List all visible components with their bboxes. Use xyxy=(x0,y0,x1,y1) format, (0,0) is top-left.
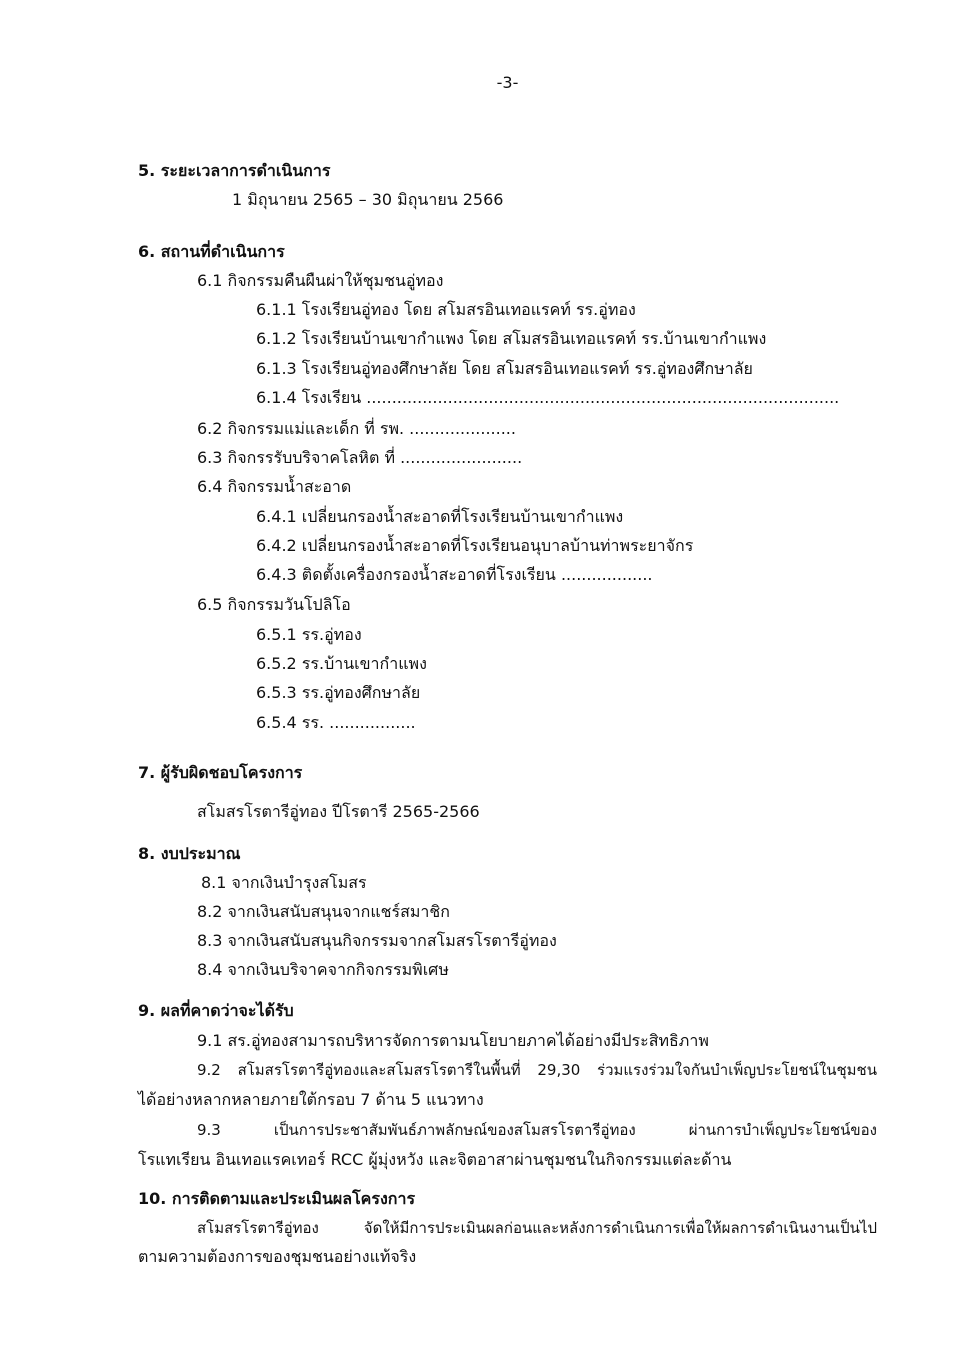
item-9-1: 9.1 สร.อู่ทองสามารถบริหารจัดการตามนโยบายภาคได้อย่างมีประสิทธิภาพ xyxy=(197,1031,709,1050)
section-7-heading: 7. ผู้รับผิดชอบโครงการ xyxy=(138,763,303,782)
section-5-period: 1 มิถุนายน 2565 – 30 มิถุนายน 2566 xyxy=(232,190,504,209)
item-6-1-3: 6.1.3 โรงเรียนอู่ทองศึกษาลัย โดย สโมสรอินเทอแรคท์ รร.อู่ทองศึกษาลัย xyxy=(256,359,753,378)
item-6-5: 6.5 กิจกรรมวันโปลิโอ xyxy=(197,595,351,614)
section-10-body-line-2: ตามความต้องการของชุมชนอย่างแท้จริง xyxy=(138,1247,417,1266)
item-6-4-2: 6.4.2 เปลี่ยนกรองน้ำสะอาดที่โรงเรียนอนุบาลบ้านท่าพระยาจักร xyxy=(256,536,694,555)
item-8-2: 8.2 จากเงินสนับสนุนจากแชร์สมาชิก xyxy=(197,902,450,921)
item-6-1: 6.1 กิจกรรมคืนผืนผ่าให้ชุมชนอู่ทอง xyxy=(197,271,444,290)
item-6-3: 6.3 กิจกรรรับบริจาคโลหิต ที่ ........................ xyxy=(197,448,523,467)
section-8-heading: 8. งบประมาณ xyxy=(138,844,241,863)
item-6-1-2: 6.1.2 โรงเรียนบ้านเขากำแพง โดย สโมสรอินเทอแรคท์ รร.บ้านเขากำแพง xyxy=(256,329,767,348)
item-6-5-4: 6.5.4 รร. ................. xyxy=(256,713,416,732)
item-9-3-line-1: 9.3 เป็นการประชาสัมพันธ์ภาพลักษณ์ของสโมสรโรตารีอู่ทอง ผ่านการบำเพ็ญประโยชน์ของ xyxy=(197,1121,877,1139)
item-9-2-line-1: 9.2 สโมสรโรตารีอู่ทองและสโมสรโรตารีในพื้นที่ 29,30 ร่วมแรงร่วมใจกันบำเพ็ญประโยชน์ในชุมชน xyxy=(197,1061,877,1079)
item-6-4: 6.4 กิจกรรมน้ำสะอาด xyxy=(197,477,352,496)
item-8-3: 8.3 จากเงินสนับสนุนกิจกรรมจากสโมสรโรตารีอู่ทอง xyxy=(197,931,557,950)
item-6-4-3: 6.4.3 ติดตั้งเครื่องกรองน้ำสะอาดที่โรงเรียน .................. xyxy=(256,565,653,584)
item-9-3-line-2: โรแทเรียน อินเทอแรคเทอร์ RCC ผู้มุ่งหวัง และจิตอาสาผ่านชุมชนในกิจกรรมแต่ละด้าน xyxy=(138,1150,732,1169)
item-8-1: 8.1 จากเงินบำรุงสโมสร xyxy=(201,873,367,892)
item-6-4-1: 6.4.1 เปลี่ยนกรองน้ำสะอาดที่โรงเรียนบ้านเขากำแพง xyxy=(256,507,624,526)
page-number: -3- xyxy=(496,73,519,92)
section-10-heading: 10. การติดตามและประเมินผลโครงการ xyxy=(138,1189,416,1208)
section-10-body-line-1: สโมสรโรตารีอู่ทอง จัดให้มีการประเมินผลก่อนและหลังการดำเนินการเพื่อให้ผลการดำเนินงานเป็นไป xyxy=(197,1219,877,1237)
item-6-1-1: 6.1.1 โรงเรียนอู่ทอง โดย สโมสรอินเทอแรคท์ รร.อู่ทอง xyxy=(256,300,636,319)
section-7-body: สโมสรโรตารีอู่ทอง ปีโรตารี 2565-2566 xyxy=(197,802,480,821)
item-6-5-2: 6.5.2 รร.บ้านเขากำแพง xyxy=(256,654,427,673)
item-9-2-line-2: ได้อย่างหลากหลายภายใต้กรอบ 7 ด้าน 5 แนวทาง xyxy=(138,1090,484,1109)
item-6-5-3: 6.5.3 รร.อู่ทองศึกษาลัย xyxy=(256,683,421,702)
item-6-1-4: 6.1.4 โรงเรียน ............................................................................................. xyxy=(256,388,840,407)
section-6-heading: 6. สถานที่ดำเนินการ xyxy=(138,242,285,261)
section-5-heading: 5. ระยะเวลาการดำเนินการ xyxy=(138,161,331,180)
section-9-heading: 9. ผลที่คาดว่าจะได้รับ xyxy=(138,1001,294,1020)
item-8-4: 8.4 จากเงินบริจาคจากกิจกรรมพิเศษ xyxy=(197,960,449,979)
item-6-5-1: 6.5.1 รร.อู่ทอง xyxy=(256,625,362,644)
item-6-2: 6.2 กิจกรรมแม่และเด็ก ที่ รพ. ..................... xyxy=(197,419,516,438)
